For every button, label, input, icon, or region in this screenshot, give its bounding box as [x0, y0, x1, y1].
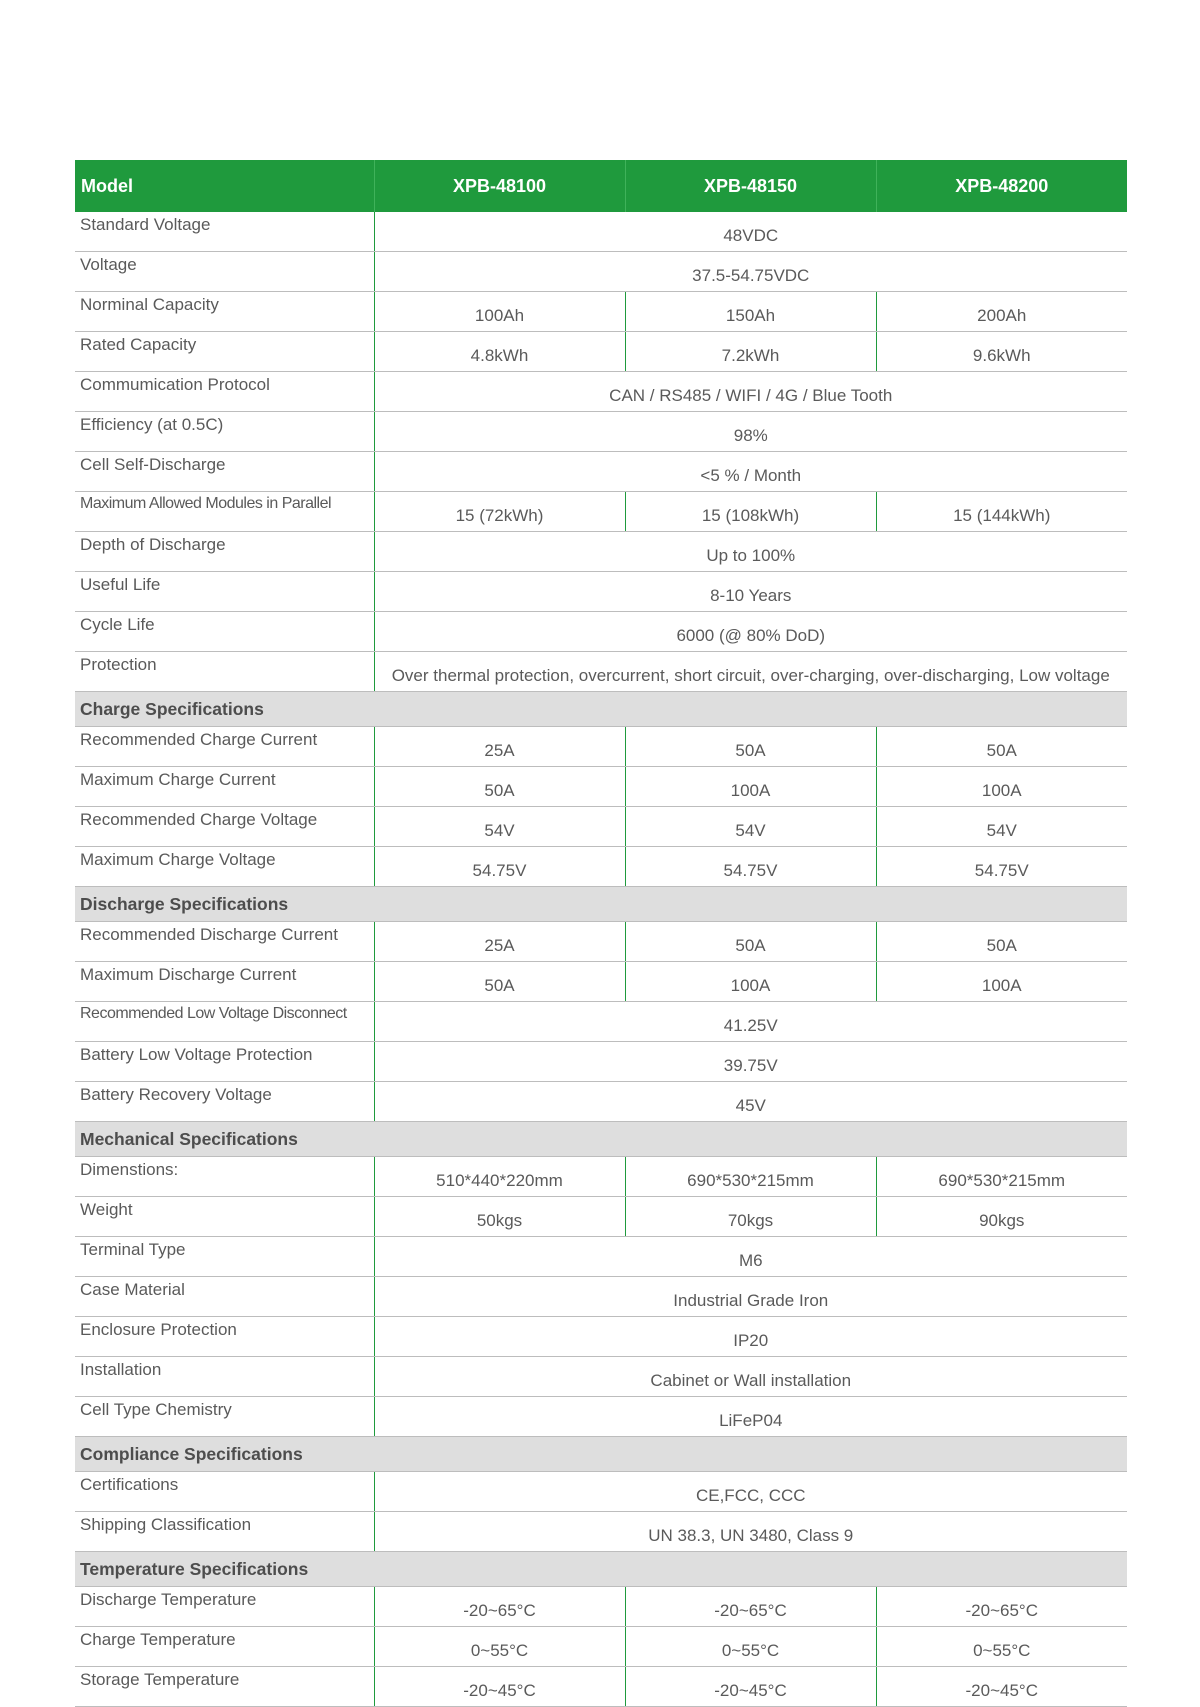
row-value: IP20 [374, 1317, 1127, 1357]
table-body [75, 212, 1127, 1707]
row-label: Battery Low Voltage Protection [75, 1042, 374, 1082]
row-value: LiFeP04 [374, 1397, 1127, 1437]
table-row [75, 922, 1127, 962]
row-value: 15 (108kWh) [625, 492, 876, 532]
row-value: 100A [625, 962, 876, 1002]
row-value: 9.6kWh [876, 332, 1127, 372]
table-row [75, 1157, 1127, 1197]
row-label: Cycle Life [75, 612, 374, 652]
table-row [75, 1667, 1127, 1707]
row-value: 690*530*215mm [625, 1157, 876, 1197]
table-row [75, 962, 1127, 1002]
row-label: Maximum Discharge Current [75, 962, 374, 1002]
table-row [75, 1002, 1127, 1042]
table-row [75, 1357, 1127, 1397]
table-row [75, 1472, 1127, 1512]
row-value: 25A [374, 727, 625, 767]
section-header-row [75, 1437, 1127, 1472]
table-row [75, 767, 1127, 807]
row-value: -20~65°C [374, 1587, 625, 1627]
row-value: 100A [625, 767, 876, 807]
row-label: Useful Life [75, 572, 374, 612]
section-header-row [75, 1122, 1127, 1157]
table-row [75, 1317, 1127, 1357]
row-label: Cell Type Chemistry [75, 1397, 374, 1437]
row-label: Maximum Charge Voltage [75, 847, 374, 887]
section-title: Compliance Specifications [75, 1437, 1127, 1472]
row-value: M6 [374, 1237, 1127, 1277]
row-value: 690*530*215mm [876, 1157, 1127, 1197]
row-value: 41.25V [374, 1002, 1127, 1042]
row-value: 6000 (@ 80% DoD) [374, 612, 1127, 652]
row-value: 50A [625, 922, 876, 962]
row-value: 15 (144kWh) [876, 492, 1127, 532]
row-label: Certifications [75, 1472, 374, 1512]
row-value: 50A [876, 922, 1127, 962]
table-row [75, 452, 1127, 492]
row-value: 70kgs [625, 1197, 876, 1237]
section-title: Mechanical Specifications [75, 1122, 1127, 1157]
row-value: 200Ah [876, 292, 1127, 332]
row-label: Voltage [75, 252, 374, 292]
row-value: 4.8kWh [374, 332, 625, 372]
spec-table [75, 160, 1127, 1707]
row-value: 50A [625, 727, 876, 767]
row-value: 0~55°C [374, 1627, 625, 1667]
row-value: 0~55°C [876, 1627, 1127, 1667]
row-value: 150Ah [625, 292, 876, 332]
table-row [75, 332, 1127, 372]
section-header-row [75, 1552, 1127, 1587]
header-model-1: XPB-48100 [374, 160, 625, 212]
row-value: 50A [374, 767, 625, 807]
row-value: 8-10 Years [374, 572, 1127, 612]
row-label: Battery Recovery Voltage [75, 1082, 374, 1122]
row-value: CE,FCC, CCC [374, 1472, 1127, 1512]
row-value: Over thermal protection, overcurrent, short circuit, over-charging, over-discharging, Low voltage [374, 652, 1127, 692]
row-value: -20~45°C [625, 1667, 876, 1707]
row-label: Case Material [75, 1277, 374, 1317]
section-title: Charge Specifications [75, 692, 1127, 727]
header-model-3: XPB-48200 [876, 160, 1127, 212]
table-row [75, 652, 1127, 692]
row-value: 50A [876, 727, 1127, 767]
table-row [75, 412, 1127, 452]
row-value: 39.75V [374, 1042, 1127, 1082]
row-value: 100A [876, 767, 1127, 807]
table-row [75, 807, 1127, 847]
row-value: 54.75V [374, 847, 625, 887]
row-label: Efficiency (at 0.5C) [75, 412, 374, 452]
row-label: Commumication Protocol [75, 372, 374, 412]
header-model-2: XPB-48150 [625, 160, 876, 212]
header-model-label: Model [75, 160, 374, 212]
row-label: Weight [75, 1197, 374, 1237]
table-row [75, 292, 1127, 332]
row-label: Maximum Charge Current [75, 767, 374, 807]
table-row [75, 1082, 1127, 1122]
row-value: 98% [374, 412, 1127, 452]
row-value: Cabinet or Wall installation [374, 1357, 1127, 1397]
table-row [75, 1277, 1127, 1317]
row-label: Dimenstions: [75, 1157, 374, 1197]
row-value: 37.5-54.75VDC [374, 252, 1127, 292]
row-label: Installation [75, 1357, 374, 1397]
row-value: 54V [625, 807, 876, 847]
table-row [75, 727, 1127, 767]
table-row [75, 1512, 1127, 1552]
row-label: Storage Temperature [75, 1667, 374, 1707]
table-row [75, 212, 1127, 252]
row-value: 100A [876, 962, 1127, 1002]
row-value: 54V [876, 807, 1127, 847]
table-row [75, 252, 1127, 292]
row-label: Terminal Type [75, 1237, 374, 1277]
row-label: Rated Capacity [75, 332, 374, 372]
row-value: 48VDC [374, 212, 1127, 252]
table-row [75, 572, 1127, 612]
row-value: 15 (72kWh) [374, 492, 625, 532]
row-value: 0~55°C [625, 1627, 876, 1667]
row-label: Norminal Capacity [75, 292, 374, 332]
row-label: Discharge Temperature [75, 1587, 374, 1627]
table-row [75, 1587, 1127, 1627]
row-value: 100Ah [374, 292, 625, 332]
row-label: Shipping Classification [75, 1512, 374, 1552]
row-value: -20~45°C [876, 1667, 1127, 1707]
table-row [75, 492, 1127, 532]
row-value: 45V [374, 1082, 1127, 1122]
table-row [75, 612, 1127, 652]
table-row [75, 1042, 1127, 1082]
row-value: <5 % / Month [374, 452, 1127, 492]
row-label: Protection [75, 652, 374, 692]
row-label: Recommended Charge Voltage [75, 807, 374, 847]
row-label: Charge Temperature [75, 1627, 374, 1667]
row-value: 50A [374, 962, 625, 1002]
row-value: 54V [374, 807, 625, 847]
table-header [75, 160, 1127, 212]
section-title: Discharge Specifications [75, 887, 1127, 922]
table-row [75, 1627, 1127, 1667]
row-value: CAN / RS485 / WIFI / 4G / Blue Tooth [374, 372, 1127, 412]
row-value: 7.2kWh [625, 332, 876, 372]
row-value: 50kgs [374, 1197, 625, 1237]
table-row [75, 1237, 1127, 1277]
table-row [75, 372, 1127, 412]
row-label: Standard Voltage [75, 212, 374, 252]
row-value: 90kgs [876, 1197, 1127, 1237]
row-value: 54.75V [876, 847, 1127, 887]
row-label: Enclosure Protection [75, 1317, 374, 1357]
row-value: 25A [374, 922, 625, 962]
row-value: Industrial Grade Iron [374, 1277, 1127, 1317]
row-value: -20~65°C [625, 1587, 876, 1627]
table-row [75, 1197, 1127, 1237]
section-title: Temperature Specifications [75, 1552, 1127, 1587]
row-label: Maximum Allowed Modules in Parallel [75, 492, 374, 532]
section-header-row [75, 692, 1127, 727]
row-label: Recommended Discharge Current [75, 922, 374, 962]
table-row [75, 532, 1127, 572]
table-row [75, 847, 1127, 887]
row-value: -20~65°C [876, 1587, 1127, 1627]
row-value: -20~45°C [374, 1667, 625, 1707]
row-label: Recommended Low Voltage Disconnect [75, 1002, 374, 1042]
row-value: UN 38.3, UN 3480, Class 9 [374, 1512, 1127, 1552]
table-row [75, 1397, 1127, 1437]
section-header-row [75, 887, 1127, 922]
row-value: 510*440*220mm [374, 1157, 625, 1197]
row-label: Recommended Charge Current [75, 727, 374, 767]
row-label: Cell Self-Discharge [75, 452, 374, 492]
row-value: Up to 100% [374, 532, 1127, 572]
header-row [75, 160, 1127, 212]
row-value: 54.75V [625, 847, 876, 887]
row-label: Depth of Discharge [75, 532, 374, 572]
